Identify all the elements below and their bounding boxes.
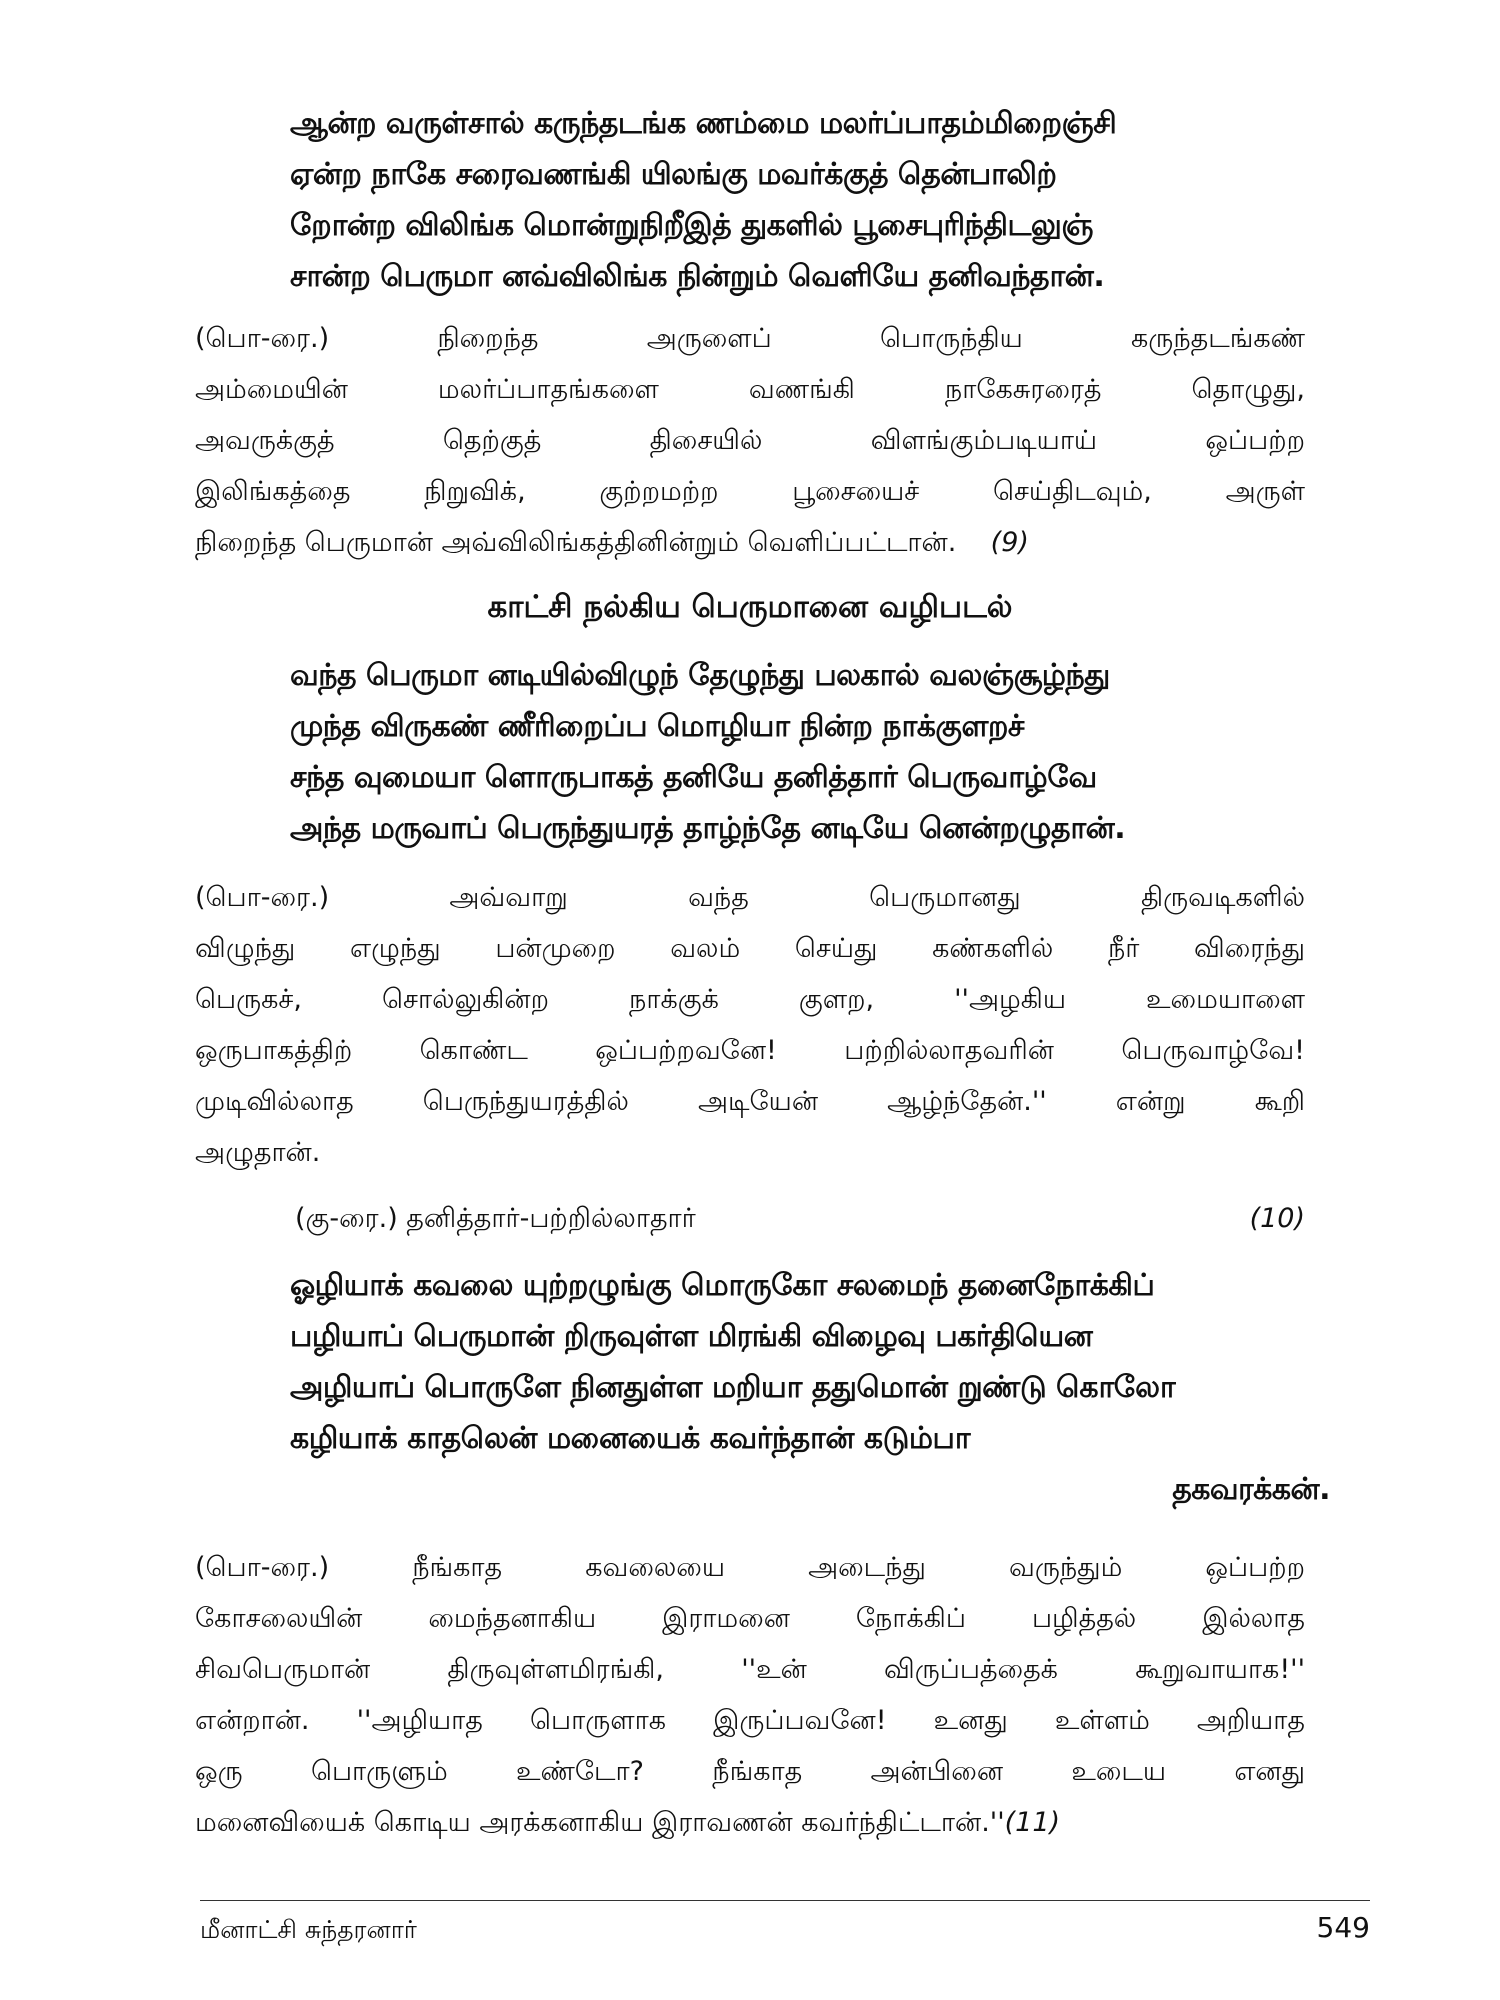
prose-line: பெருகச், சொல்லுகின்ற நாக்குக் குளற, ''அழகிய உமையாளை	[195, 984, 1305, 1015]
verse-number: (9)	[990, 527, 1029, 558]
prose-line: கோசலையின் மைந்தனாகிய இராமனை நோக்கிப் பழித்தல் இல்லாத	[195, 1603, 1305, 1634]
note-10	[295, 1193, 1305, 1244]
prose-line	[195, 517, 1305, 568]
verse-line: ஆன்ற வருள்சால் கருந்தடங்க ணம்மை மலர்ப்பாதம்மிறைஞ்சி	[290, 106, 1117, 141]
verse-line: அழியாப் பொருளே நினதுள்ள மறியா ததுமொன் றுண்டு கொலோ	[290, 1370, 1176, 1405]
prose-line: அழுதான்.	[195, 1137, 321, 1168]
verse-line: பழியாப் பெருமான் றிருவுள்ள மிரங்கி விழைவு பகர்தியென	[290, 1319, 1093, 1354]
verse-line: வந்த பெருமா னடியில்விழுந் தேழுந்து பலகால் வலஞ்சூழ்ந்து	[290, 658, 1110, 693]
verse-line: முந்த விருகண் ணீரிறைப்ப மொழியா நின்ற நாக்குளறச்	[290, 709, 1025, 744]
prose-10	[195, 872, 1305, 1178]
prose-9	[195, 313, 1305, 568]
prose-11	[195, 1542, 1305, 1848]
verse-line: சந்த வுமையா ளொருபாகத் தனியே தனித்தார் பெருவாழ்வே	[290, 760, 1097, 795]
section-heading: காட்சி நல்கிய பெருமானை வழிபடல்	[487, 589, 1013, 625]
prose-line: அவருக்குத் தெற்குத் திசையில் விளங்கும்படியாய் ஒப்பற்ற	[195, 425, 1305, 456]
verse-number: (10)	[1249, 1203, 1305, 1234]
verse-9	[290, 98, 1330, 302]
note-text: (கு-ரை.) தனித்தார்-பற்றில்லாதார்	[295, 1203, 696, 1234]
verse-line: ஓழியாக் கவலை யுற்றழுங்கு மொருகோ சலமைந் தனைநோக்கிப்	[290, 1268, 1155, 1303]
prose-line: என்றான். ''அழியாத பொருளாக இருப்பவனே! உனது உள்ளம் அறியாத	[195, 1705, 1305, 1736]
prose-line: ஒருபாகத்திற் கொண்ட ஒப்பற்றவனே! பற்றில்லாதவரின் பெருவாழ்வே!	[195, 1035, 1305, 1066]
footer-author: மீனாட்சி சுந்தரனார்	[200, 1915, 417, 1944]
prose-line: சிவபெருமான் திருவுள்ளமிரங்கி, ''உன் விருப்பத்தைக் கூறுவாயாக!''	[195, 1654, 1305, 1685]
verse-line: றோன்ற விலிங்க மொன்றுநிறீஇத் துகளில் பூசைபுரிந்திடலுஞ்	[290, 208, 1093, 243]
prose-line: (பொ-ரை.) நிறைந்த அருளைப் பொருந்திய கருந்தடங்கண்	[195, 323, 1305, 354]
verse-line: தகவரக்கன்.	[1172, 1472, 1330, 1507]
footer-rule	[200, 1900, 1370, 1901]
verse-line: கழியாக் காதலென் மனையைக் கவர்ந்தான் கடும்பா	[290, 1421, 970, 1456]
prose-text: மனைவியைக் கொடிய அரக்கனாகிய இராவணன் கவர்ந்திட்டான்.''	[195, 1807, 1005, 1838]
prose-line	[195, 1797, 1305, 1848]
prose-line: அம்மையின் மலர்ப்பாதங்களை வணங்கி நாகேசுரரைத் தொழுது,	[195, 374, 1305, 405]
prose-line: (பொ-ரை.) அவ்வாறு வந்த பெருமானது திருவடிகளில்	[195, 882, 1305, 913]
prose-text: நிறைந்த பெருமான் அவ்விலிங்கத்தினின்றும் வெளிப்பட்டான்.	[195, 527, 957, 558]
prose-line: விழுந்து எழுந்து பன்முறை வலம் செய்து கண்களில் நீர் விரைந்து	[195, 933, 1305, 964]
verse-11	[290, 1260, 1330, 1515]
prose-line: (பொ-ரை.) நீங்காத கவலையை அடைந்து வருந்தும் ஒப்பற்ற	[195, 1552, 1305, 1583]
verse-number: (11)	[1004, 1807, 1061, 1838]
prose-line: இலிங்கத்தை நிறுவிக், குற்றமற்ற பூசையைச் செய்திடவும், அருள்	[195, 476, 1305, 507]
prose-line: ஒரு பொருளும் உண்டோ? நீங்காத அன்பினை உடைய எனது	[195, 1756, 1305, 1787]
page-number: 549	[1316, 1911, 1370, 1944]
verse-10	[290, 650, 1330, 854]
verse-line: அந்த மருவாப் பெருந்துயரத் தாழ்ந்தே னடியே னென்றழுதான்.	[290, 811, 1126, 846]
verse-line: ஏன்ற நாகே சரைவணங்கி யிலங்கு மவர்க்குத் தென்பாலிற்	[290, 157, 1057, 192]
prose-line: முடிவில்லாத பெருந்துயரத்தில் அடியேன் ஆழ்ந்தேன்.'' என்று கூறி	[195, 1086, 1305, 1117]
verse-line: சான்ற பெருமா னவ்விலிங்க நின்றும் வெளியே தனிவந்தான்.	[290, 259, 1105, 294]
